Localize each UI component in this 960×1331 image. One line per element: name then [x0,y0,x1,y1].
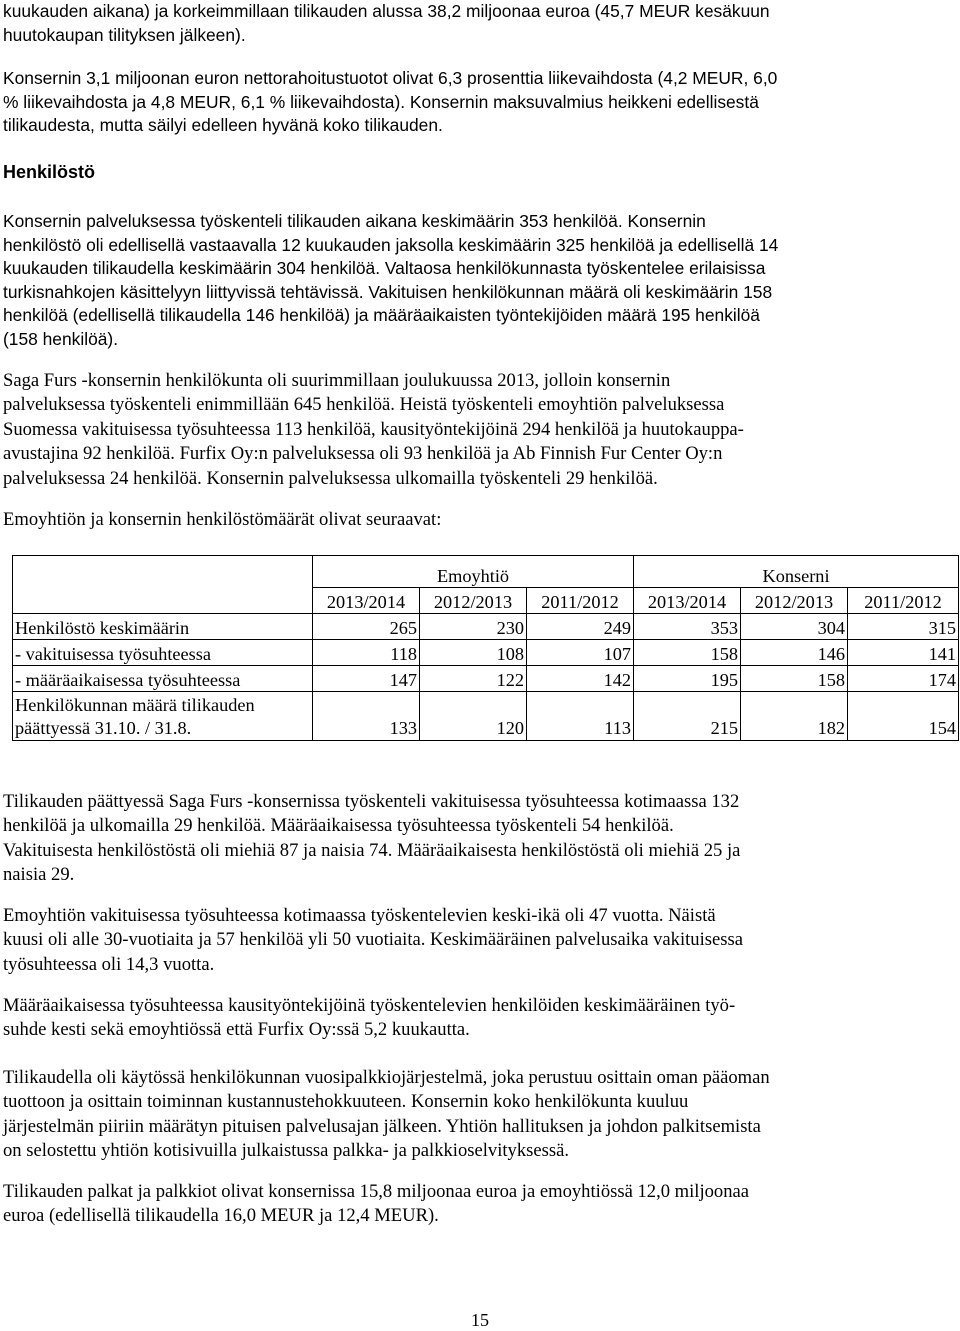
table-cell: 215 [634,692,741,741]
table-cell: 249 [527,614,634,640]
table-cell: 113 [527,692,634,741]
period-header: 2012/2013 [420,588,527,614]
text-line: turkisnahkojen käsittelyyn liittyvissä tehtävissä. Vakituisen henkilökunnan määrä oli keskimäärin 158 [3,281,773,302]
table-cell: 353 [634,614,741,640]
table-cell: 108 [420,640,527,666]
table-cell: 120 [420,692,527,741]
text-line: työsuhteessa oli 14,3 vuotta. [3,953,215,975]
paragraph-financing-period [3,0,953,47]
row-label-line: Henkilökunnan määrä tilikauden [15,695,255,715]
text-line: henkilöstö oli edellisellä vastaavalla 12 kuukauden jaksolla keskimäärin 325 henkilöä ja edellisellä 14 [3,234,779,255]
table-cell: 174 [848,666,959,692]
text-line: Emoyhtiön vakituisessa työsuhteessa kotimaassa työskentelevien keski-ikä oli 47 vuotta. Näistä [3,905,716,926]
text-line: kuusi oli alle 30-vuotiaita ja 57 henkilöä yli 50 vuotiaita. Keskimääräinen palvelusaika vakituisessa [3,929,743,951]
table-cell: 118 [313,640,420,666]
table-cell: 315 [848,614,959,640]
period-header: 2012/2013 [741,588,848,614]
table-cell: 304 [741,614,848,640]
table-cell: 146 [741,640,848,666]
table-row [13,692,959,741]
table-cell: 154 [848,692,959,741]
table-cell: 141 [848,640,959,666]
table-row [13,666,959,692]
text-line: naisia 29. [3,864,75,886]
table-cell: 230 [420,614,527,640]
text-line: % liikevaihdosta ja 4,8 MEUR, 6,1 % liikevaihdosta). Konsernin maksuvalmius heikkeni edellisestä [3,91,759,112]
table-cell: 158 [741,666,848,692]
row-label [13,692,313,741]
text-line: Määräaikaisessa työsuhteessa kausityöntekijöinä työskentelevien henkilöiden keskimääräinen työ- [3,995,736,1016]
text-line: tilikaudesta, mutta säilyi edelleen hyvänä koko tilikauden. [3,115,443,136]
text-line: euroa (edellisellä tilikaudella 16,0 MEUR ja 12,4 MEUR). [3,1205,439,1227]
page-number: 15 [471,1310,489,1330]
text-line: Vakituisesta henkilöstöstä oli miehiä 87 ja naisia 74. Määräaikaisesta henkilöstöstä oli miehiä 25 ja [3,839,741,861]
text-line: avustajina 92 henkilöä. Furfix Oy:n palveluksessa oli 93 henkilöä ja Ab Finnish Fur Center Oy:n [3,443,723,465]
text-line: palveluksessa työskenteli enimmillään 645 henkilöä. Heistä työskenteli emoyhtiön palveluksessa [3,394,725,416]
period-header: 2013/2014 [313,588,420,614]
table-cell: 182 [741,692,848,741]
period-header: 2011/2012 [848,588,959,614]
group-header-group: Konserni [634,556,959,588]
text-line: Suomessa vakituisessa työsuhteessa 113 henkilöä, kausityöntekijöinä 294 henkilöä ja huutokauppa- [3,418,744,440]
row-label: Henkilöstö keskimäärin [13,614,313,640]
text-line: Saga Furs -konsernin henkilökunta oli suurimmillaan joulukuussa 2013, jolloin konsernin [3,370,671,391]
table-header-row [13,556,959,588]
text-line: palveluksessa 24 henkilöä. Konsernin palveluksessa ulkomailla työskenteli 29 henkilöä. [3,467,658,489]
period-header: 2011/2012 [527,588,634,614]
text-line: Tilikaudella oli käytössä henkilökunnan vuosipalkkiojärjestelmä, joka perustuu osittain oman pääoman [3,1067,770,1088]
group-header-parent: Emoyhtiö [313,556,634,588]
text-line: Emoyhtiön ja konsernin henkilöstömäärät olivat seuraavat: [3,509,442,530]
paragraph-staff-average [3,210,953,352]
table-corner-cell [13,556,313,614]
paragraph-bonus-system [3,1066,953,1164]
table-cell: 122 [420,666,527,692]
table-row [13,640,959,666]
paragraph-staff-year-end [3,790,953,888]
text-line: tuottoon ja osittain toiminnan kustannustehokkuuteen. Konsernin koko henkilökunta kuuluu [3,1091,689,1113]
table-cell: 142 [527,666,634,692]
paragraph-staff-age [3,904,953,977]
text-line: henkilöä (edellisellä tilikaudella 146 henkilöä) ja määräaikaisten työntekijöiden määrä 195 henkilöä [3,305,760,326]
text-line: (158 henkilöä). [3,328,119,349]
staff-count-table [12,555,959,741]
section-heading: Henkilöstö [3,162,96,182]
text-line: järjestelmän piiriin määrätyn pituisen palvelusajan jälkeen. Yhtiön hallituksen ja johdon palkitsemista [3,1115,761,1137]
table-cell: 195 [634,666,741,692]
paragraph-salaries [3,1180,953,1229]
text-line: Konsernin palveluksessa työskenteli tilikauden aikana keskimäärin 353 henkilöä. Konsernin [3,211,706,231]
table-row [13,614,959,640]
text-line: Tilikauden palkat ja palkkiot olivat konsernissa 15,8 miljoonaa euroa ja emoyhtiössä 12,0 miljoonaa [3,1181,750,1202]
text-line: henkilöä ja ulkomailla 29 henkilöä. Määräaikaisessa työsuhteessa työskenteli 54 henkilöä. [3,815,674,837]
row-label: - vakituisessa työsuhteessa [13,640,313,666]
row-label: - määräaikaisessa työsuhteessa [13,666,313,692]
table-cell: 107 [527,640,634,666]
paragraph-staff-peak [3,369,953,491]
table-cell: 158 [634,640,741,666]
text-line: on selostettu yhtiön kotisivuilla julkaistussa palkka- ja palkkioselvityksessä. [3,1140,570,1162]
table-cell: 147 [313,666,420,692]
text-line: Tilikauden päättyessä Saga Furs -konsernissa työskenteli vakituisessa työsuhteessa kotimaassa 132 [3,791,740,812]
paragraph-seasonal-duration [3,994,953,1043]
table-cell: 133 [313,692,420,741]
text-line: kuukauden tilikaudella keskimäärin 304 henkilöä. Valtaosa henkilökunnasta työskentelee erilaisissa [3,258,766,279]
text-line: huutokaupan tilityksen jälkeen). [3,24,246,45]
period-header: 2013/2014 [634,588,741,614]
table-intro [3,508,953,532]
paragraph-net-financing [3,67,953,138]
text-line: kuukauden aikana) ja korkeimmillaan tilikauden alussa 38,2 miljoonaa euroa (45,7 MEUR kesäkuun [3,1,770,21]
row-label-line: päättyessä 31.10. / 31.8. [15,718,192,738]
table-cell: 265 [313,614,420,640]
text-line: suhde kesti sekä emoyhtiössä että Furfix Oy:ssä 5,2 kuukautta. [3,1019,470,1041]
text-line: Konsernin 3,1 miljoonan euron nettorahoitustuotot olivat 6,3 prosenttia liikevaihdosta (4,2 MEUR, 6,0 [3,68,778,88]
